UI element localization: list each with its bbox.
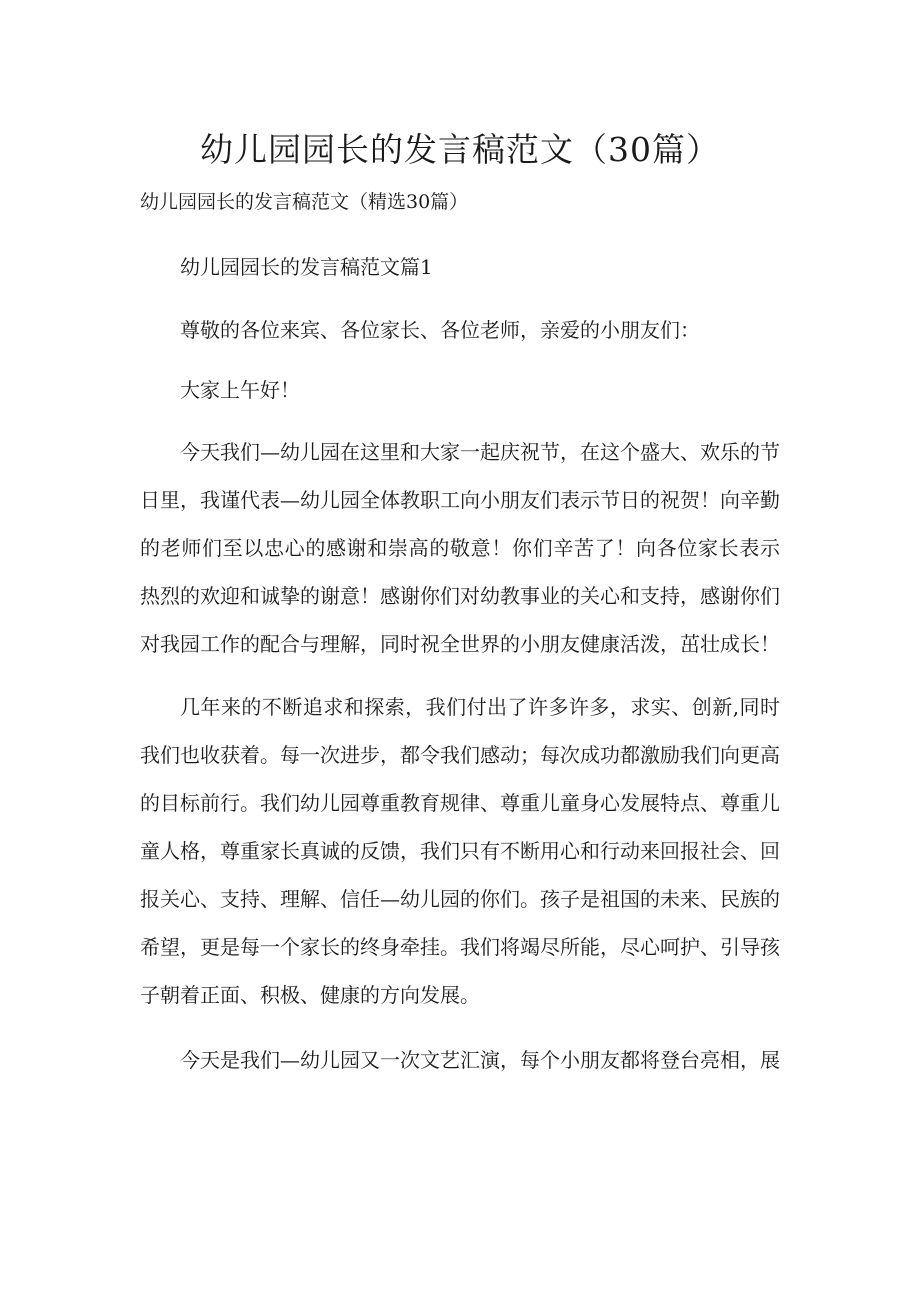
- paragraph-line: 童人格，尊重家长真诚的反馈，我们只有不断用心和行动来回报社会、回: [140, 839, 780, 863]
- paragraph-line: 热烈的欢迎和诚挚的谢意！感谢你们对幼教事业的关心和支持，感谢你们: [140, 584, 780, 608]
- paragraph-line: 报关心、支持、理解、信任—幼儿园的你们。孩子是祖国的未来、民族的: [140, 887, 780, 911]
- paragraph-line: 今天我们—幼儿园在这里和大家一起庆祝节，在这个盛大、欢乐的节: [180, 440, 780, 464]
- paragraph-line: 的目标前行。我们幼儿园尊重教育规律、尊重儿童身心发展特点、尊重儿: [140, 791, 780, 815]
- document-title: 幼儿园园长的发言稿范文（30篇）: [200, 130, 720, 169]
- paragraph-line: 我们也收获着。每一次进步，都令我们感动；每次成功都激励我们向更高: [140, 743, 780, 767]
- paragraph-line: 子朝着正面、积极、健康的方向发展。: [140, 983, 480, 1007]
- section-heading: 幼儿园园长的发言稿范文篇1: [180, 255, 433, 279]
- paragraph-line: 对我园工作的配合与理解，同时祝全世界的小朋友健康活泼，茁壮成长！: [140, 632, 780, 656]
- document-subtitle: 幼儿园园长的发言稿范文（精选30篇）: [140, 191, 469, 213]
- paragraph-line: 希望，更是每一个家长的终身牵挂。我们将竭尽所能，尽心呵护、引导孩: [140, 935, 780, 959]
- paragraph-line: 今天是我们—幼儿园又一次文艺汇演，每个小朋友都将登台亮相，展: [180, 1048, 780, 1072]
- paragraph-line: 几年来的不断追求和探索，我们付出了许多许多，求实、创新,同时: [180, 695, 780, 719]
- paragraph-line: 的老师们至以忠心的感谢和崇高的敬意！你们辛苦了！向各位家长表示: [140, 536, 780, 560]
- greeting: 大家上午好！: [180, 378, 300, 402]
- paragraph-line: 日里，我谨代表—幼儿园全体教职工向小朋友们表示节日的祝贺！向辛勤: [140, 488, 780, 512]
- salutation: 尊敬的各位来宾、各位家长、各位老师，亲爱的小朋友们：: [180, 318, 700, 342]
